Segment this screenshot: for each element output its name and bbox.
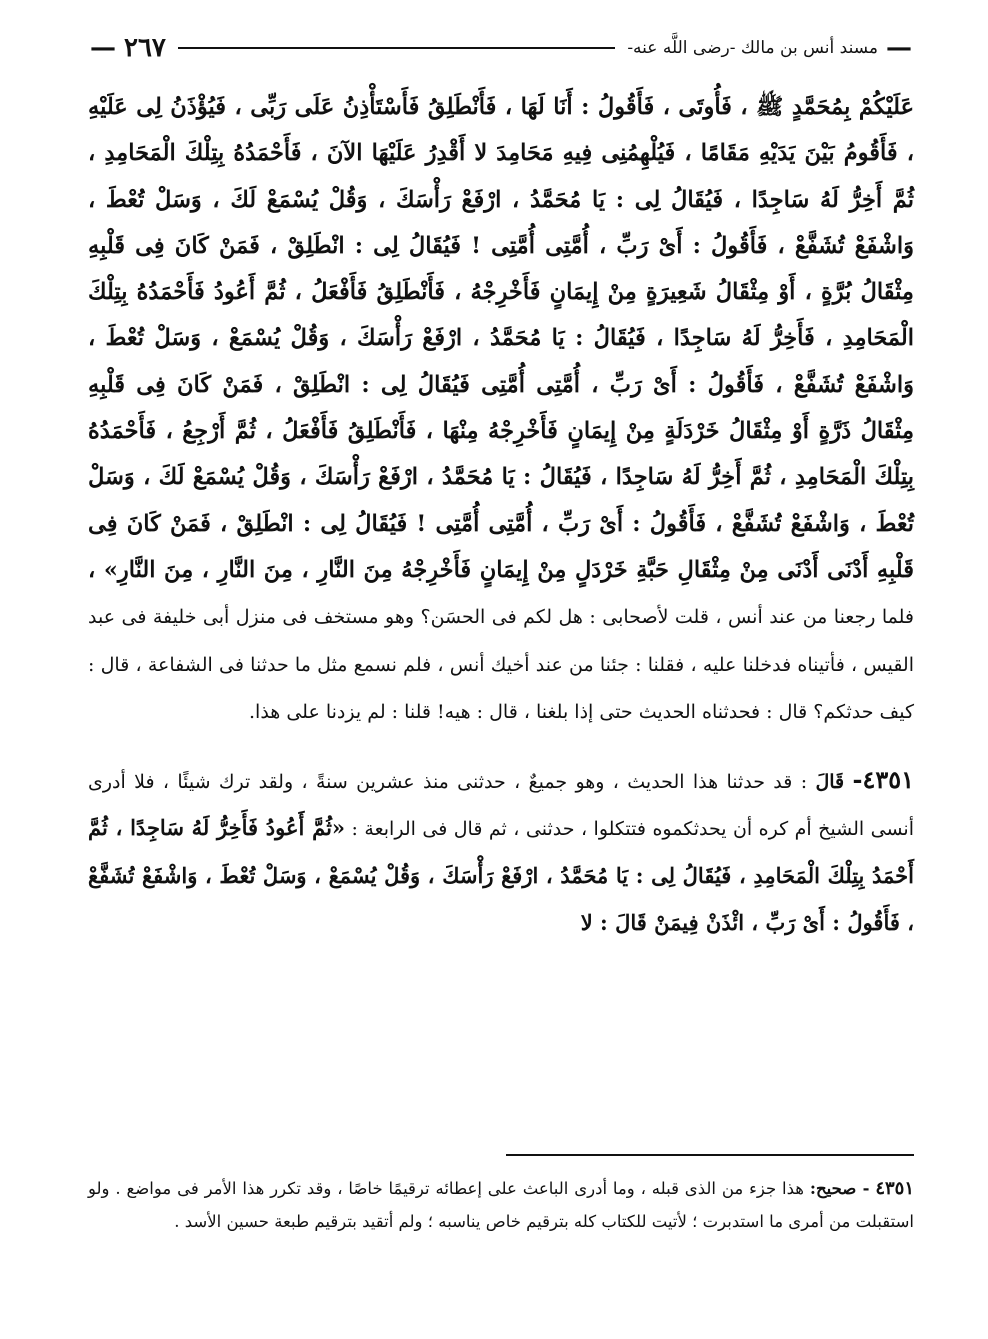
- hadith-continuation-text: عَلَيْكُمْ بِمُحَمَّدٍ ﷺ ، فَأُوتَى ، فَأَقُولُ : أَنَا لَهَا ، فَأَنْطَلِقُ فَأَسْتَأْذِنُ عَلَى رَبِّى ، فَيُؤْذَنُ لِى عَلَيْهِ ، فَأَقُومُ بَيْنَ يَدَيْهِ مَقَامًا ، فَيُلْهِمُنِى فِيهِ مَحَامِدَ لا أَقْدِرُ عَلَيْهَا الآنَ ، فَأَحْمَدُهُ بِتِلْكَ الْمَحَامِدِ ، ثُمَّ أَخِرُّ لَهُ سَاجِدًا ، فَيُقَالُ لِى : يَا مُحَمَّدُ ، ارْفَعْ رَأْسَكَ ، وَقُلْ يُسْمَعْ لَكَ ، وَسَلْ تُعْطَ ، وَاشْفَعْ تُشَفَّعْ ، فَأَقُولُ : أَىْ رَبِّ ، أُمَّتِى أُمَّتِى ! فَيُقَالُ لِى : انْطَلِقْ ، فَمَنْ كَانَ فِى قَلْبِهِ مِثْقَالُ بُرَّةٍ ، أَوْ مِثْقَالُ شَعِيرَةٍ مِنْ إِيمَانٍ فَأَخْرِجْهُ ، فَأَنْطَلِقُ فَأَفْعَلُ ، ثُمَّ أَعُودُ فَأَحْمَدُهُ بِتِلْكَ الْمَحَامِدِ ، فَأَخِرُّ لَهُ سَاجِدًا ، فَيُقَالُ : يَا مُحَمَّدُ ، ارْفَعْ رَأْسَكَ ، وَقُلْ يُسْمَعْ ، وَسَلْ تُعْطَ ، وَاشْفَعْ تُشَفَّعْ ، فَأَقُولُ : أَىْ رَبِّ ، أُمَّتِى أُمَّتِى فَيُقَالُ لِى : انْطَلِقْ ، فَمَنْ كَانَ فِى قَلْبِهِ مِثْقَالُ ذَرَّةٍ أَوْ مِثْقَالُ خَرْدَلَةٍ مِنْ إِيمَانٍ فَأَخْرِجْهُ مِنْهَا ، فَأَنْطَلِقُ فَأَفْعَلُ ، ثُمَّ أَرْجِعُ ، فَأَحْمَدُهُ بِتِلْكَ الْمَحَامِدِ ، ثُمَّ أَخِرُّ لَهُ سَاجِدًا ، فَيُقَالُ : يَا مُحَمَّدُ ، ارْفَعْ رَأْسَكَ ، وَقُلْ يُسْمَعْ لَكَ ، وَسَلْ تُعْطَ ، وَاشْفَعْ تُشَفَّعْ ، فَأَقُولُ : أَىْ رَبِّ ، أُمَّتِى أُمَّتِى ! فَيُقَالُ لِى : انْطَلِقْ ، فَمَنْ كَانَ فِى قَلْبِهِ أَدْنَى أَدْنَى مِنْ مِثْقَالِ حَبَّةِ خَرْدَلٍ مِنْ إِيمَانٍ فَأَخْرِجْهُ مِنَ النَّارِ ، مِنَ النَّارِ ، مِنَ النَّارِ» ،: [88, 94, 914, 583]
- main-text: [88, 84, 914, 947]
- hadith-4351-text: : قد حدثنا هذا الحديث ، وهو جميعٌ ، حدثنى منذ عشرين سنةً ، ولقد ترك شيئًا ، فلا أدرى أنسى الشيخ أم كره أن يحدثكموه فتتكلوا ، حدثنى ، ثم قال فى الرابعة :: [88, 771, 914, 841]
- footnote: [88, 1172, 914, 1238]
- page-number: ٢٦٧: [124, 33, 166, 63]
- header-rule: [178, 47, 615, 49]
- qala-label: قَالَ: [815, 771, 845, 794]
- running-title: مسند أنس بن مالك -رضى اللَّه عنه-: [627, 38, 878, 58]
- book-page: [88, 28, 914, 1318]
- hadith-number-dash: -: [852, 765, 863, 795]
- footnote-grade: - صحيح:: [809, 1179, 870, 1198]
- hadith-4351-paragraph: [88, 757, 914, 947]
- header-dash-left: —: [90, 33, 116, 63]
- running-header: [88, 28, 914, 68]
- footnote-text: هذا جزء من الذى قبله ، وما أدرى الباعث على إعطائه ترقيمًا خاصًا ، وقد تكرر هذا الأمر فى مواضع . ولو استقبلت من أمرى ما استدبرت ؛ لأتيت للكتاب كله بترقيم خاص يناسبه ؛ ولم أتقيد بترقيم طبعة حسين الأسد .: [88, 1179, 914, 1231]
- hadith-4351-quote: «ثُمَّ أَعُودُ فَأَخِرُّ لَهُ سَاجِدًا ، ثُمَّ أَحْمَدُ بِتِلْكَ الْمَحَامِدِ ، فَيُقَالُ لِى : يَا مُحَمَّدُ ، ارْفَعْ رَأْسَكَ ، وَقُلْ يُسْمَعْ ، وَسَلْ تُعْطَ ، وَاشْفَعْ تُشَفَّعْ ، فَأَقُولُ : أَىْ رَبِّ ، ائْذَنْ فِيمَنْ قَالَ : لا: [88, 815, 914, 936]
- header-dash-right: —: [886, 33, 912, 63]
- narration-text: فلما رجعنا من عند أنس ، قلت لأصحابى : هل لكم فى الحسَن؟ وهو مستخف فى منزل أبى خليفة فى عبد القيس ، فأتيناه فدخلنا عليه ، فقلنا : جئنا من عند أخيك أنس ، فلم نسمع مثل ما حدثنا فى الشفاعة ، قال : كيف حدثكم؟ قال : فحدثناه الحديث حتى إذا بلغنا ، قال : هيه! قلنا : لم يزدنا على هذا.: [88, 606, 914, 723]
- hadith-number: ٤٣٥١: [862, 765, 915, 795]
- footnote-rule: [506, 1154, 914, 1156]
- footnote-number: ٤٣٥١: [875, 1178, 915, 1199]
- hadith-continuation-paragraph: [88, 84, 914, 735]
